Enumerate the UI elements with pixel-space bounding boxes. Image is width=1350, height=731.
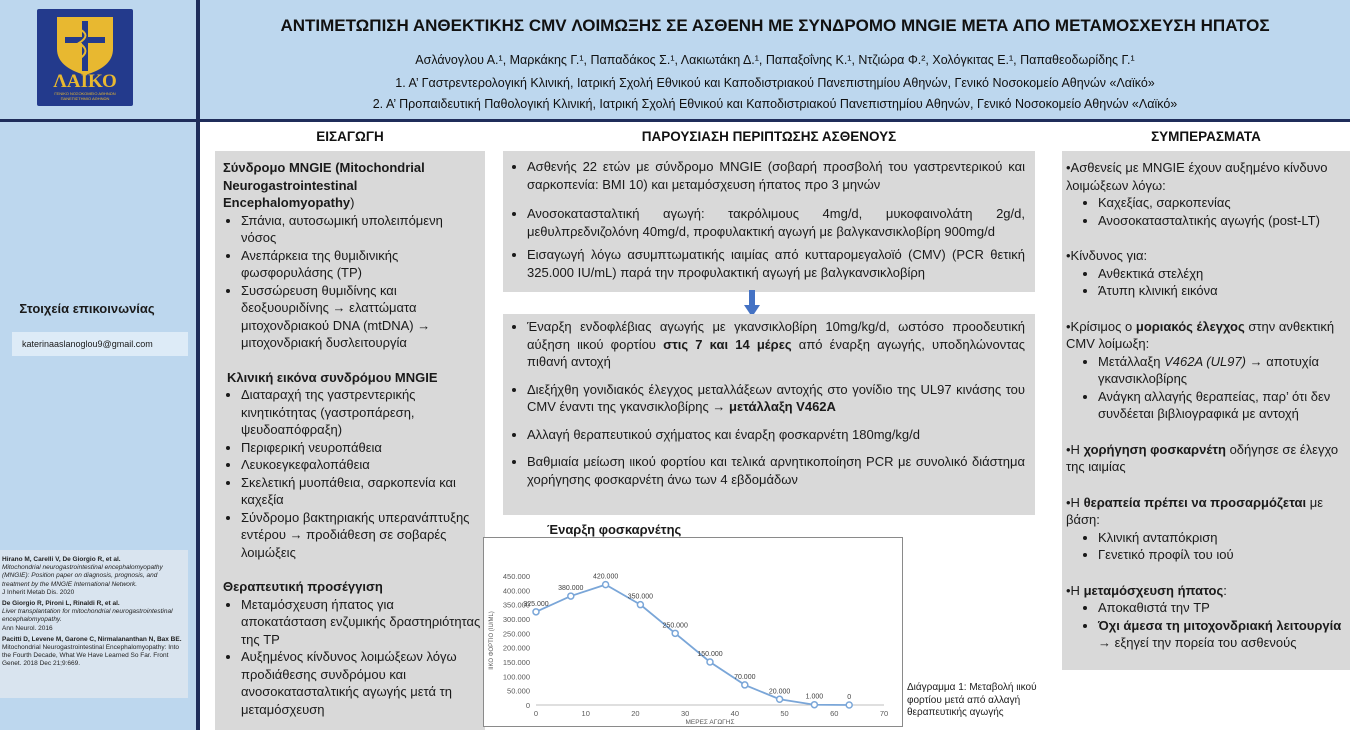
list-item: • Λευκοεγκεφαλοπάθεια bbox=[241, 456, 481, 474]
list-item: • Αλλαγή θεραπευτικού σχήματος και έναρξη φοσκαρνέτη 180mg/kg/d bbox=[527, 426, 1025, 444]
reference-3: Pacitti D, Levene M, Garone C, Nirmalananthan N, Bax BE. Mitochondrial Neurogastrointestinal Encephalomyopathy: Into the Fourth Decade, What We Have Learned So Far. Front Genet. 2018 Dec 21;9:669. bbox=[2, 635, 182, 668]
list-item: • Καχεξίας, σαρκοπενίας bbox=[1098, 194, 1350, 212]
conclusion-1: •Ασθενείς με MNGIE έχουν αυξημένο κίνδυνο λοιμώξεων λόγω: bbox=[1066, 160, 1328, 193]
poster-title: ΑΝΤΙΜΕΤΩΠΙΣΗ ΑΝΘΕΚΤΙΚΗΣ CMV ΛΟΙΜΩΞΗΣ ΣΕ ΑΣΘΕΝΗ ΜΕ ΣΥΝΔΡΟΜΟ MNGIE ΜΕΤΑ ΑΠΟ ΜΕΤΑΜΟΣΧΕΥΣΗ ΗΠΑΤΟΣ bbox=[280, 16, 1270, 35]
list-item: • Διαταραχή της γαστρεντερικής κινητικότητας (γαστροπάρεση, ψευδοαπόφραξη) bbox=[241, 386, 481, 439]
list-item: • Μεταμόσχευση ήπατος για αποκατάσταση ενζυμικής δραστηριότητας της TP bbox=[241, 596, 481, 649]
conclusions-content bbox=[1066, 159, 1350, 652]
x-tick-label: 70 bbox=[879, 709, 889, 718]
list-item: • Μετάλλαξη V462A (UL97) → αποτυχία γκανσικλοβίρης bbox=[1098, 353, 1350, 388]
data-point bbox=[533, 609, 539, 615]
list-item: • Συσσώρευση θυμιδίνης και δεοξυουριδίνης → ελαττώματα μιτοχονδριακού DNA (mtDNA) → μιτοχονδριακή δυσλειτουργία bbox=[241, 282, 481, 352]
conclusion-2-list bbox=[1066, 265, 1350, 300]
data-point bbox=[603, 582, 609, 588]
chart-caption: Διάγραμμα 1: Μεταβολή ιικού φορτίου μετά από αλλαγή θεραπευτικής αγωγής bbox=[907, 682, 1037, 718]
list-item: • Αυξημένος κίνδυνος λοιμώξεων λόγω προδιάθεσης συνδρόμου και ανοσοκατασταλτικής αγωγής μετά τη μεταμόσχευση bbox=[241, 648, 481, 718]
list-item: • Ανοσοκατασταλτική αγωγή: τακρόλιμους 4mg/d, μυκοφαινολάτη 2g/d, μεθυλπρεδνιζολόνη 40mg/d, προφυλακτική αγωγή με βαλγκανσικλοβίρη 900mg/d bbox=[527, 205, 1025, 240]
list-item: • Αποκαθιστά την TP bbox=[1098, 599, 1350, 617]
hospital-logo bbox=[37, 9, 133, 106]
intro-s1-list bbox=[223, 212, 481, 352]
data-label: 70.000 bbox=[734, 673, 756, 681]
data-label: 1.000 bbox=[805, 693, 824, 701]
chart-frame bbox=[483, 537, 903, 727]
case-box-1 bbox=[503, 151, 1035, 292]
case-box-2-list bbox=[503, 314, 1035, 488]
list-item: • Ανεπάρκεια της θυμιδινικής φωσφορυλάσης (TP) bbox=[241, 247, 481, 282]
conclusion-3: •Κρίσιμος ο μοριακός έλεγχος στην ανθεκτική CMV λοίμωξη: bbox=[1066, 318, 1335, 351]
affiliation-2: 2. Α’ Προπαιδευτική Παθολογική Κλινική, Ιατρική Σχολή Εθνικού και Καποδιστριακού Πανεπιστημίου Αθηνών, Γενικό Νοσοκομείο Αθηνών «Λαϊκό» bbox=[372, 97, 1178, 111]
data-point bbox=[568, 593, 574, 599]
logo-subtitle: ΓΕΝΙΚΟ ΝΟΣΟΚΟΜΕΙΟ ΑΘΗΝΩΝ ΠΑΝΕΠΙΣΤΗΜΙΟ ΑΘΗΝΩΝ bbox=[54, 91, 116, 101]
logo-name: ΛΑΪΚΟ bbox=[53, 71, 117, 92]
contact-email[interactable]: katerinaaslanoglou9@gmail.com bbox=[22, 339, 153, 349]
reference-1: Hirano M, Carelli V, De Giorgio R, et al. Mitochondrial neurogastrointestinal encephalomyopathy (MNGIE): Position paper on diagnosis, prognosis, and treatment by the MNGIE International Network. J Inherit Metab Dis. 2020 bbox=[2, 556, 163, 596]
list-item: • Σκελετική μυοπάθεια, σαρκοπενία και καχεξία bbox=[241, 474, 481, 509]
data-label: 150.000 bbox=[697, 651, 723, 658]
list-item: • Περιφερική νευροπάθεια bbox=[241, 439, 481, 457]
data-label: 20.000 bbox=[768, 688, 791, 696]
x-tick-label: 40 bbox=[730, 709, 740, 718]
data-label: 420.000 bbox=[592, 573, 619, 581]
x-tick-label: 50 bbox=[780, 709, 789, 718]
references-box bbox=[0, 550, 188, 698]
y-tick-label: 0 bbox=[525, 701, 530, 710]
list-item: • Κλινική ανταπόκριση bbox=[1098, 529, 1350, 547]
y-tick-label: 350.000 bbox=[502, 600, 530, 610]
data-label: 0 bbox=[847, 694, 852, 701]
conclusions-heading: ΣΥΜΠΕΡΑΣΜΑΤΑ bbox=[1151, 129, 1261, 144]
list-item: • Ανάγκη αλλαγής θεραπείας, παρ’ ότι δεν συνδέεται βιβλιογραφικά με αντοχή bbox=[1098, 388, 1350, 423]
list-item: • Ασθενής 22 ετών με σύνδρομο MNGIE (σοβαρή προσβολή του γαστρεντερικού και σαρκοπενία: BMI 10) και μεταμόσχευση ήπατος προ 3 μηνών bbox=[527, 158, 1025, 193]
foscarnet-start-label: Έναρξη φοσκαρνέτης bbox=[547, 522, 682, 537]
intro-s3-title: Θεραπευτική προσέγγιση bbox=[223, 579, 383, 594]
conclusion-4: •Η χορήγηση φοσκαρνέτη οδήγησε σε έλεγχο της ιαιμίας bbox=[1066, 441, 1339, 474]
y-tick-label: 450.000 bbox=[502, 572, 530, 581]
data-point bbox=[811, 702, 817, 708]
case-box-1-list bbox=[503, 151, 1035, 281]
data-point bbox=[672, 630, 678, 636]
intro-s1-title: Σύνδρομο MNGIE (Mitochondrial Neurogastrointestinal Encephalomyopathy) bbox=[223, 160, 425, 210]
conclusion-5-list bbox=[1066, 529, 1350, 564]
list-item: • Ανθεκτικά στελέχη bbox=[1098, 265, 1350, 283]
intro-heading: ΕΙΣΑΓΩΓΗ bbox=[316, 129, 384, 144]
authors: Ασλάνογλου Α.¹, Μαρκάκης Γ.¹, Παπαδάκος Σ.¹, Λακιωτάκη Δ.¹, Παπαξοΐνης Κ.¹, Ντζιώρα Φ.², Χολόγκιτας Ε.¹, Παπαθεοδωρίδης Γ.¹ bbox=[415, 53, 1135, 67]
x-axis-label: ΜΕΡΕΣ ΑΓΩΓΗΣ bbox=[685, 719, 735, 726]
conclusion-6: •Η μεταμόσχευση ήπατος: bbox=[1066, 582, 1227, 598]
y-axis-label: ΙΙΚΟ ΦΟΡΤΙΟ (IU/ML) bbox=[489, 611, 495, 670]
x-tick-label: 60 bbox=[830, 709, 839, 718]
list-item: • Σπάνια, αυτοσωμική υπολειπόμενη νόσος bbox=[241, 212, 481, 247]
series-line bbox=[536, 585, 852, 705]
conclusion-5: •Η θεραπεία πρέπει να προσαρμόζεται με βάση: bbox=[1066, 494, 1324, 527]
y-tick-label: 200.000 bbox=[502, 643, 530, 653]
list-item: • Εισαγωγή λόγω ασυμπτωματικής ιαιμίας από κυτταρομεγαλοϊό (CMV) (PCR θετική 325.000 IU/mL) παρά την προφυλακτική αγωγή με βαλγκανσικλοβίρη bbox=[527, 246, 1025, 281]
reference-2: De Giorgio R, Pironi L, Rinaldi R, et al. Liver transplantation for mitochondrial neurogastrointestinal encephalomyopathy. Ann Neurol. 2016 bbox=[2, 600, 173, 632]
y-tick-label: 300.000 bbox=[502, 615, 530, 624]
horizontal-divider bbox=[0, 119, 1350, 122]
list-item: • Διεξήχθη γονιδιακός έλεγχος μεταλλάξεων αντοχής στο γονίδιο της UL97 κινάσης του CMV έναντι της γκανσικλοβίρης → μετάλλαξη V462A bbox=[527, 381, 1025, 416]
intro-s2-title: Κλινική εικόνα συνδρόμου MNGIE bbox=[227, 369, 438, 385]
conclusion-1-list bbox=[1066, 194, 1350, 229]
list-item: • Έναρξη ενδοφλέβιας αγωγής με γκανσικλοβίρη 10mg/kg/d, ωστόσο προοδευτική αύξηση ιικού φορτίου στις 7 και 14 μέρες από έναρξη αγωγής, υποδηλώνοντας πιθανή αντοχή bbox=[527, 318, 1025, 371]
conclusion-2: •Κίνδυνος για: bbox=[1066, 248, 1148, 263]
y-tick-label: 150.000 bbox=[502, 658, 530, 667]
data-label: 250.000 bbox=[662, 622, 688, 630]
data-point bbox=[707, 659, 713, 665]
y-tick-label: 50.000 bbox=[507, 686, 530, 696]
case-box-2 bbox=[503, 314, 1035, 515]
x-tick-label: 0 bbox=[533, 709, 539, 718]
x-tick-label: 10 bbox=[581, 709, 590, 718]
email-box bbox=[12, 332, 188, 356]
data-point bbox=[637, 602, 643, 608]
y-tick-label: 250.000 bbox=[502, 629, 530, 639]
contact-heading: Στοιχεία επικοινωνίας bbox=[19, 301, 155, 316]
data-label: 325.000 bbox=[523, 600, 549, 608]
y-tick-label: 100.000 bbox=[502, 672, 530, 682]
intro-s2-list bbox=[223, 386, 481, 561]
conclusion-6-list bbox=[1066, 599, 1350, 652]
data-point bbox=[846, 702, 852, 708]
x-tick-label: 30 bbox=[680, 709, 690, 718]
conclusion-3-list bbox=[1066, 353, 1350, 423]
list-item: • Ανοσοκατασταλτικής αγωγής (post-LT) bbox=[1098, 212, 1350, 230]
list-item: • Όχι άμεσα τη μιτοχονδριακή λειτουργία → εξηγεί την πορεία του ασθενούς bbox=[1098, 617, 1350, 652]
list-item: • Γενετικό προφίλ του ιού bbox=[1098, 546, 1350, 564]
intro-s3-list bbox=[223, 596, 481, 719]
reference-list bbox=[0, 550, 188, 669]
y-tick-label: 400.000 bbox=[502, 586, 530, 596]
affiliation-1: 1. Α’ Γαστρεντερολογική Κλινική, Ιατρική Σχολή Εθνικού και Καποδιστριακού Πανεπιστημίου Αθηνών, Γενικό Νοσοκομείο Αθηνών «Λαϊκό» bbox=[395, 76, 1155, 90]
data-point bbox=[742, 682, 748, 688]
x-tick-label: 20 bbox=[631, 709, 640, 718]
list-item: • Σύνδρομο βακτηριακής υπερανάπτυξης εντέρου → προδιάθεση σε σοβαρές λοιμώξεις bbox=[241, 509, 481, 562]
data-label: 380.000 bbox=[558, 585, 584, 593]
list-item: • Άτυπη κλινική εικόνα bbox=[1098, 282, 1350, 300]
intro-content bbox=[223, 159, 481, 718]
viral-load-chart bbox=[484, 538, 902, 726]
data-point bbox=[777, 696, 783, 702]
data-label: 350.000 bbox=[627, 593, 654, 601]
list-item: • Βαθμιαία μείωση ιικού φορτίου και τελικά αρνητικοποίηση PCR με συνολικό διάστημα χορήγησης φοσκαρνέτη άνω των 4 εβδομάδων bbox=[527, 453, 1025, 488]
case-heading: ΠΑΡΟΥΣΙΑΣΗ ΠΕΡΙΠΤΩΣΗΣ ΑΣΘΕΝΟΥΣ bbox=[641, 129, 897, 144]
